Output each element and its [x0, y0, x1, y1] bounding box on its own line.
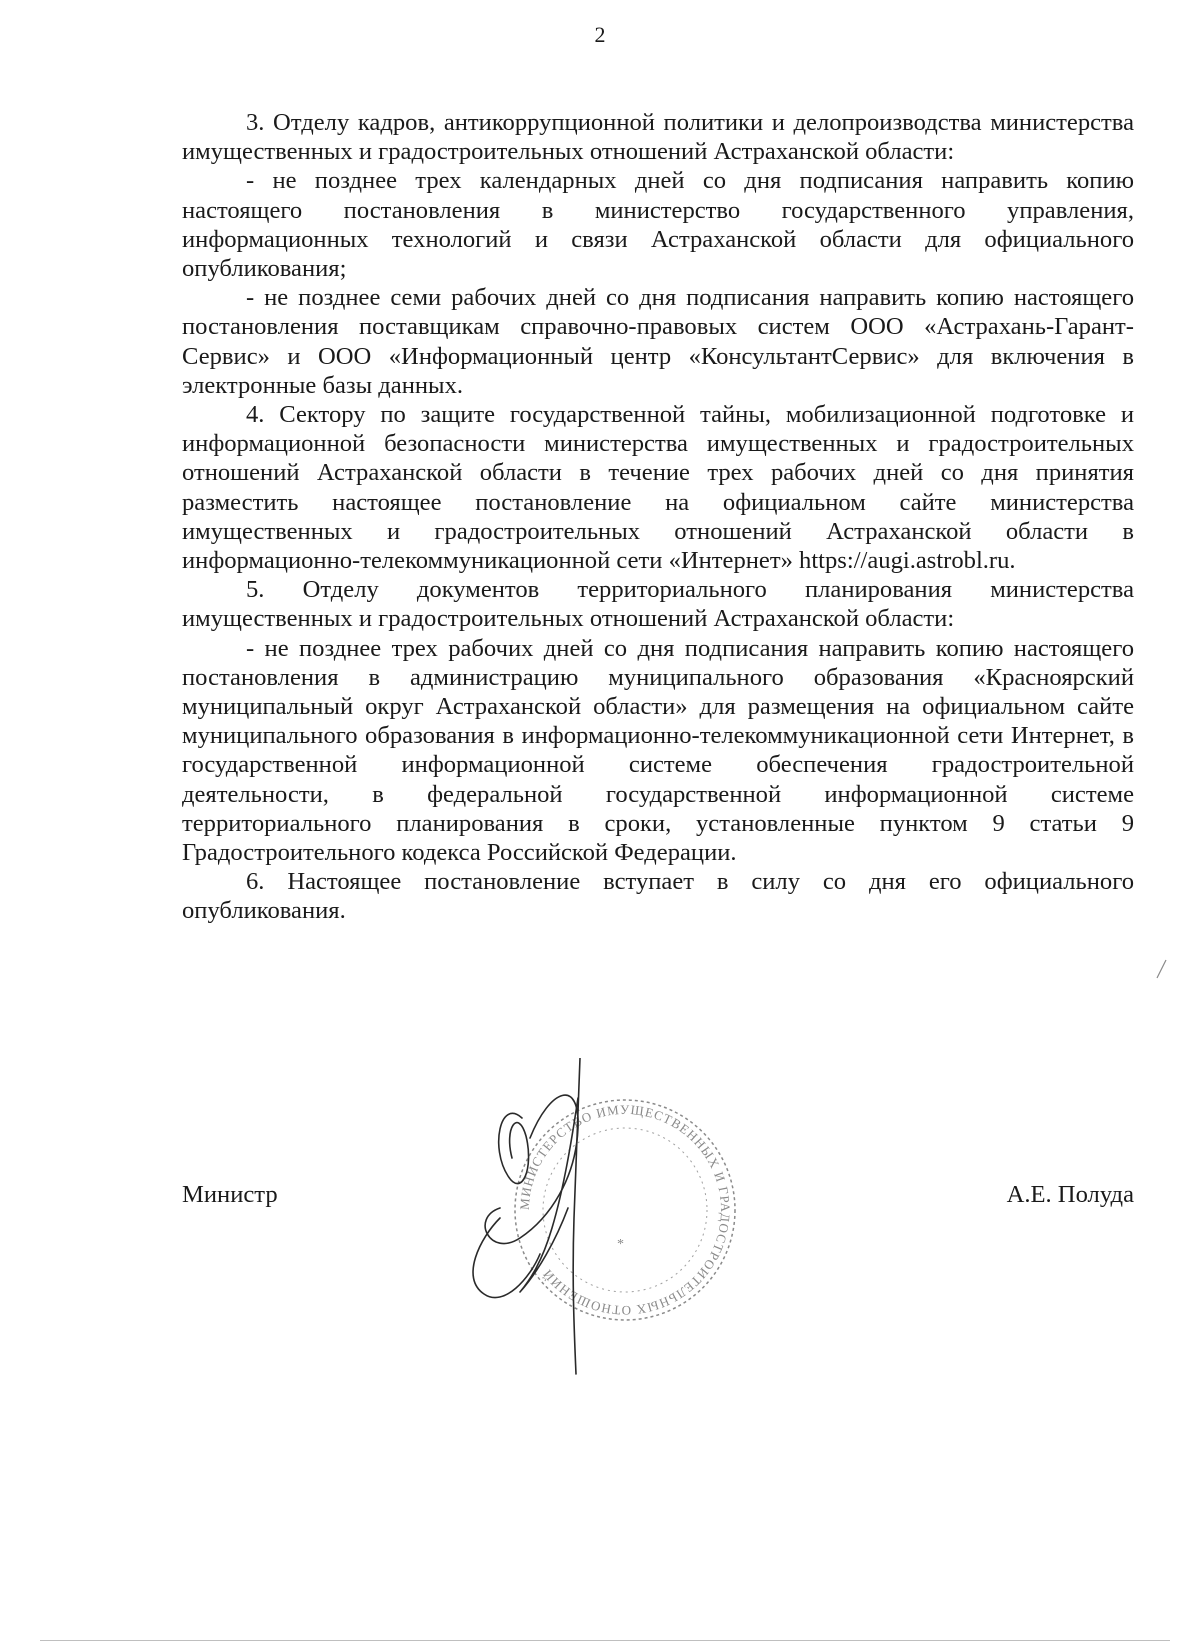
- paragraph-4: 4. Сектору по защите государственной тайны, мобилизационной подготовке и информационной безопасности министерства имущественных и градостроительных отношений Астраханской области в течение трех рабочих дней со дня принятия разместить настоящее постановление на официальном сайте министерства имущественных и градостроительных отношений Астраханской области в информационно-телекоммуникационной сети «Интернет» https://augi.astrobl.ru.: [182, 401, 1134, 575]
- paragraph-5: 5. Отделу документов территориального планирования министерства имущественных и градостроительных отношений Астраханской области:: [182, 576, 1134, 633]
- bottom-rule: [40, 1640, 1170, 1641]
- handwritten-signature: [460, 1058, 760, 1398]
- page-number: 2: [594, 22, 606, 47]
- paragraph-3: 3. Отделу кадров, антикоррупционной политики и делопроизводства министерства имущественных и градостроительных отношений Астраханской области:: [182, 109, 1134, 166]
- signer-title: Министр: [182, 1181, 278, 1208]
- margin-mark: [1154, 958, 1168, 980]
- signer-name: А.Е. Полуда: [1006, 1181, 1134, 1208]
- paragraph-3-item-1: - не позднее трех календарных дней со дня подписания направить копию настоящего постановления в министерство государственного управления, информационных технологий и связи Астраханской области для официального опубликования;: [182, 167, 1134, 283]
- paragraph-6: 6. Настоящее постановление вступает в силу со дня его официального опубликования.: [182, 868, 1134, 925]
- stamp-star: *: [617, 1237, 624, 1252]
- paragraph-5-item-1: - не позднее трех рабочих дней со дня подписания направить копию настоящего постановления в администрацию муниципального образования «Красноярский муниципальный округ Астраханской области» для размещения на официальном сайте муниципального образования в информационно-телекоммуникационной сети Интернет, в государственной информационной системе обеспечения градостроительной деятельности, в федеральной государственной информационной системе территориального планирования в сроки, установленные пунктом 9 статьи 9 Градостроительного кодекса Российской Федерации.: [182, 634, 1134, 867]
- document-body: [182, 108, 1134, 926]
- signature-stroke-loop-2: [485, 1095, 578, 1243]
- stamp-text: МИНИСТЕРСТВО ИМУЩЕСТВЕННЫХ И ГРАДОСТРОИТЕЛЬНЫХ ОТНОШЕНИЙ: [516, 1101, 734, 1319]
- signature-stroke-loop-1: [499, 1113, 529, 1183]
- signature-stroke-curve: [520, 1098, 578, 1292]
- paragraph-3-item-2: - не позднее семи рабочих дней со дня подписания направить копию настоящего постановления поставщикам справочно-правовых систем ООО «Астрахань-Гарант-Сервис» и ООО «Информационный центр «КонсультантСервис» для включения в электронные базы данных.: [182, 284, 1134, 399]
